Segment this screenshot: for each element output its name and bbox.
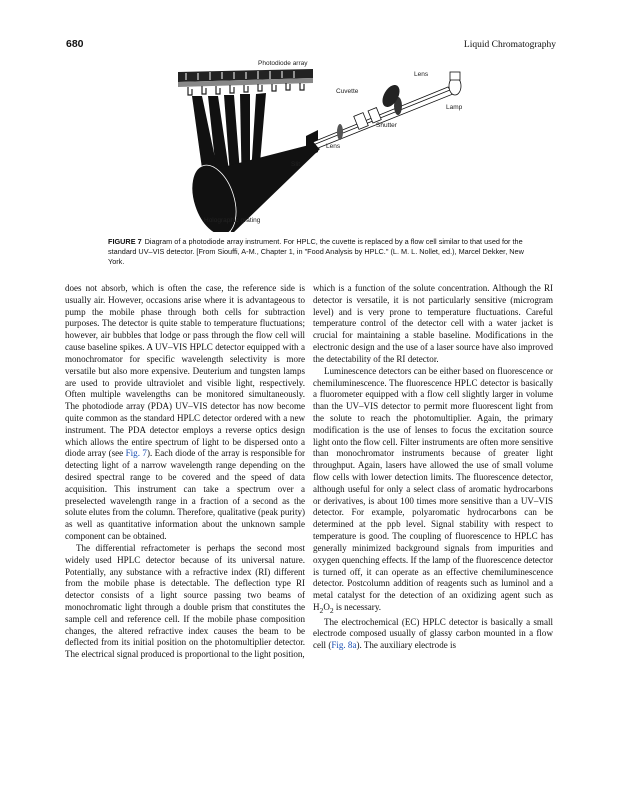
subscript: 2 [329,605,334,615]
figure-caption [108,237,528,267]
paragraph [313,366,553,617]
label-slit: Slit [291,161,301,168]
lamp [449,72,461,95]
right-column [313,283,553,652]
paragraph [65,283,305,543]
lens-mid [337,124,343,140]
photodiode-array [178,69,313,95]
paragraph-text: ). The auxiliary electrode is [356,640,457,651]
caption-label: FIGURE 7 [108,237,142,246]
paragraph-text: Luminescence detectors can be either based on fluorescence or chemiluminescence. The fluorescence HPLC detector is basically a fluorometer equipped with a flow cell slightly larger in volume than the UV–VIS detector to permit more fluorescent light from the solute to reach the photomultiplier. Again, the primary modification is the use of lenses to focus the excitation source light onto the flow cell. Filter instruments are often more sensitive than monochromator instruments because of greater light throughput. Again, lasers have allowed the use of small volume flow cells with lower detection limits. The fluorescence detector, although useful for only a select class of aromatic hydrocarbons or derivatives, is about 100 times more sensitive than a UV–VIS detector. For example, polyaromatic hydrocarbons can be determined at the ppb level. Signal stability with respect to temperature is good. The coupling of fluorescence to HPLC has generally minimized background signals from impurities and oxygen quenching effects. If the lamp of the fluorescence detector is turned off, it can operate as an effective chemiluminescence detector. Postcolumn addition of reagents such as luminol and a metal catalyst for the detection of an oxidizing agent such as H [313,365,553,612]
page-number: 680 [66,38,84,50]
caption-text: Diagram of a photodiode array instrument. For HPLC, the cuvette is replaced by a flow cell similar to that used for the standard UV–VIS detector. [From Siouffi, A-M., Chapter 1, in "Food Analysis by HPLC." (L. M. L. Nollet, ed.), Marcel Dekker, New York. [108,237,524,266]
figure-7-link[interactable]: Fig. 7 [125,448,147,459]
paragraph: which is a function of the solute concentration. Although the RI detector is versatile, it is not particularly sensitive (microgram level) and is very prone to temperature fluctuations. Careful temperature control of the detector cell with a water jacket is crucial for maintaining a stable baseline. Modifications in the electronic design and the use of a laser source have also improved the detectability of the RI detector. [313,283,553,364]
label-holographic-grating: Holographic grating [204,217,261,224]
paragraph-text: does not absorb, which is often the case, the reference side is usually air. However, occasions arise where it is advantageous to pump the mobile phase through both cells for subtraction purposes. The detector is quite stable to temperature fluctuations; however, air bubbles that lodge or pass through the flow cell will cause baseline spikes. A UV–VIS HPLC detector equipped with a monochromator for specific wavelength selectivity is more versatile but also more expensive. Deuterium and tungsten lamps are used to provide ultraviolet and visible light, respectively. Often multiple wavelengths can be monitored simultaneously. The photodiode array (PDA) UV–VIS detector has now become quite common as the standard HPLC detector ordered with a new instrument. The PDA detector employs a reverse optics design which allows the entire spectrum of light to be dispersed onto a diode array (see [65,283,305,459]
paragraph [313,617,553,652]
paragraph-text: ). Each diode of the array is responsible for detecting light of a narrow wavelength range depending on the desired spectral range to be covered and the speed of data acquisition. This instrument can take a spectrum over a preselected wavelength range in a fraction of a second as the solute elutes from the column. Therefore, qualitative (peak purity) as well as quantitative information about the unknown sample component can be obtained. [65,448,305,542]
label-lens-top: Lens [414,71,429,78]
left-column [65,283,305,661]
subscript: 2 [319,605,324,615]
label-cuvette: Cuvette [336,88,359,95]
running-title: Liquid Chromatography [463,40,556,50]
label-lamp: Lamp [446,104,463,111]
paragraph-text: is necessary. [333,601,382,612]
paragraph: The differential refractometer is perhaps the second most widely used HPLC detector because of its universal nature. Potentially, any substance with a refractive index (RI) different from the mobile phase is detectable. The deflection type RI detector consists of a light source passing two beams of monochromatic light through a double prism that constitutes the sample cell and reference cell. If the mobile phase composition changes, the altered refractive index causes the beam to be deflected from its initial position on the photomultiplier detector. The electrical signal produced is proportional to the light position, [65,542,305,660]
paragraph-text: O [323,601,330,612]
label-lens-mid: Lens [326,143,341,150]
paragraph-text: The electrochemical (EC) HPLC detector is basically a small electrode composed usually of glassy carbon mounted in a flow cell ( [313,616,553,651]
figure-8a-link[interactable]: Fig. 8a [331,640,357,651]
label-photodiode-array: Photodiode array [258,60,308,67]
label-shutter: Shutter [376,122,397,129]
figure-photodiode-diagram [108,52,528,232]
beam-path [313,87,453,148]
